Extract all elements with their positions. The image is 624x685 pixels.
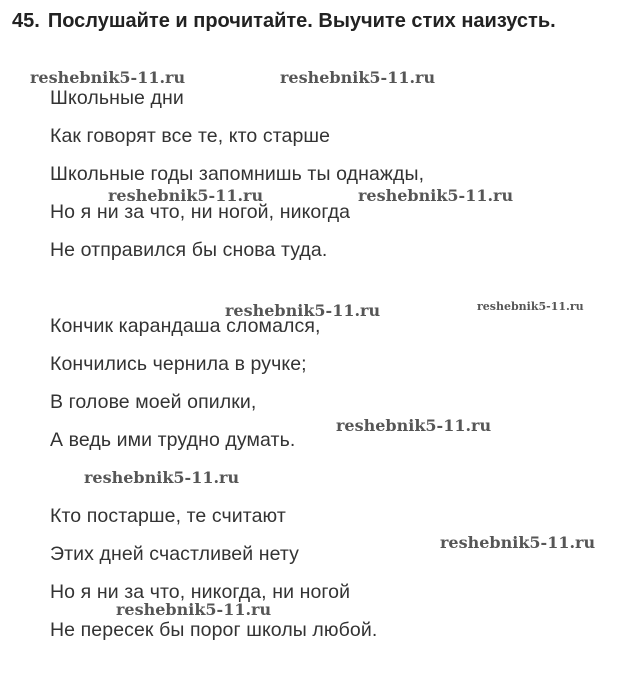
- poem-line: Этих дней счастливей нету: [50, 543, 300, 565]
- task-instruction: Послушайте и прочитайте. Выучите стих наизусть.: [47, 10, 556, 32]
- poem-line: Школьные годы запомнишь ты однажды,: [50, 163, 425, 185]
- poem-line: Как говорят все те, кто старше: [50, 125, 331, 147]
- poem-line: В голове моей опилки,: [50, 391, 257, 413]
- watermark: reshebnik5-11.ru: [477, 300, 584, 313]
- watermark: reshebnik5-11.ru: [30, 68, 186, 87]
- poem-line: А ведь ими трудно думать.: [50, 429, 296, 451]
- watermark: reshebnik5-11.ru: [336, 416, 492, 435]
- task-number: 45.: [12, 10, 40, 32]
- watermark: reshebnik5-11.ru: [116, 600, 272, 619]
- watermark: reshebnik5-11.ru: [280, 68, 436, 87]
- watermark: reshebnik5-11.ru: [358, 186, 514, 205]
- poem-title: Школьные дни: [50, 87, 184, 109]
- poem-line: Кто постарше, те считают: [50, 505, 286, 527]
- poem-line: Но я ни за что, ни ногой, никогда: [50, 201, 351, 223]
- poem-line: Не пересек бы порог школы любой.: [50, 619, 378, 641]
- watermark: reshebnik5-11.ru: [225, 301, 381, 320]
- watermark: reshebnik5-11.ru: [84, 468, 240, 487]
- watermark: reshebnik5-11.ru: [108, 186, 264, 205]
- poem-line: Но я ни за что, никогда, ни ногой: [50, 581, 351, 603]
- task-header: [12, 10, 556, 33]
- poem-line: Кончик карандаша сломался,: [50, 315, 321, 337]
- poem-line: Не отправился бы снова туда.: [50, 239, 328, 261]
- poem-line: Кончились чернила в ручке;: [50, 353, 307, 375]
- watermark: reshebnik5-11.ru: [440, 533, 596, 552]
